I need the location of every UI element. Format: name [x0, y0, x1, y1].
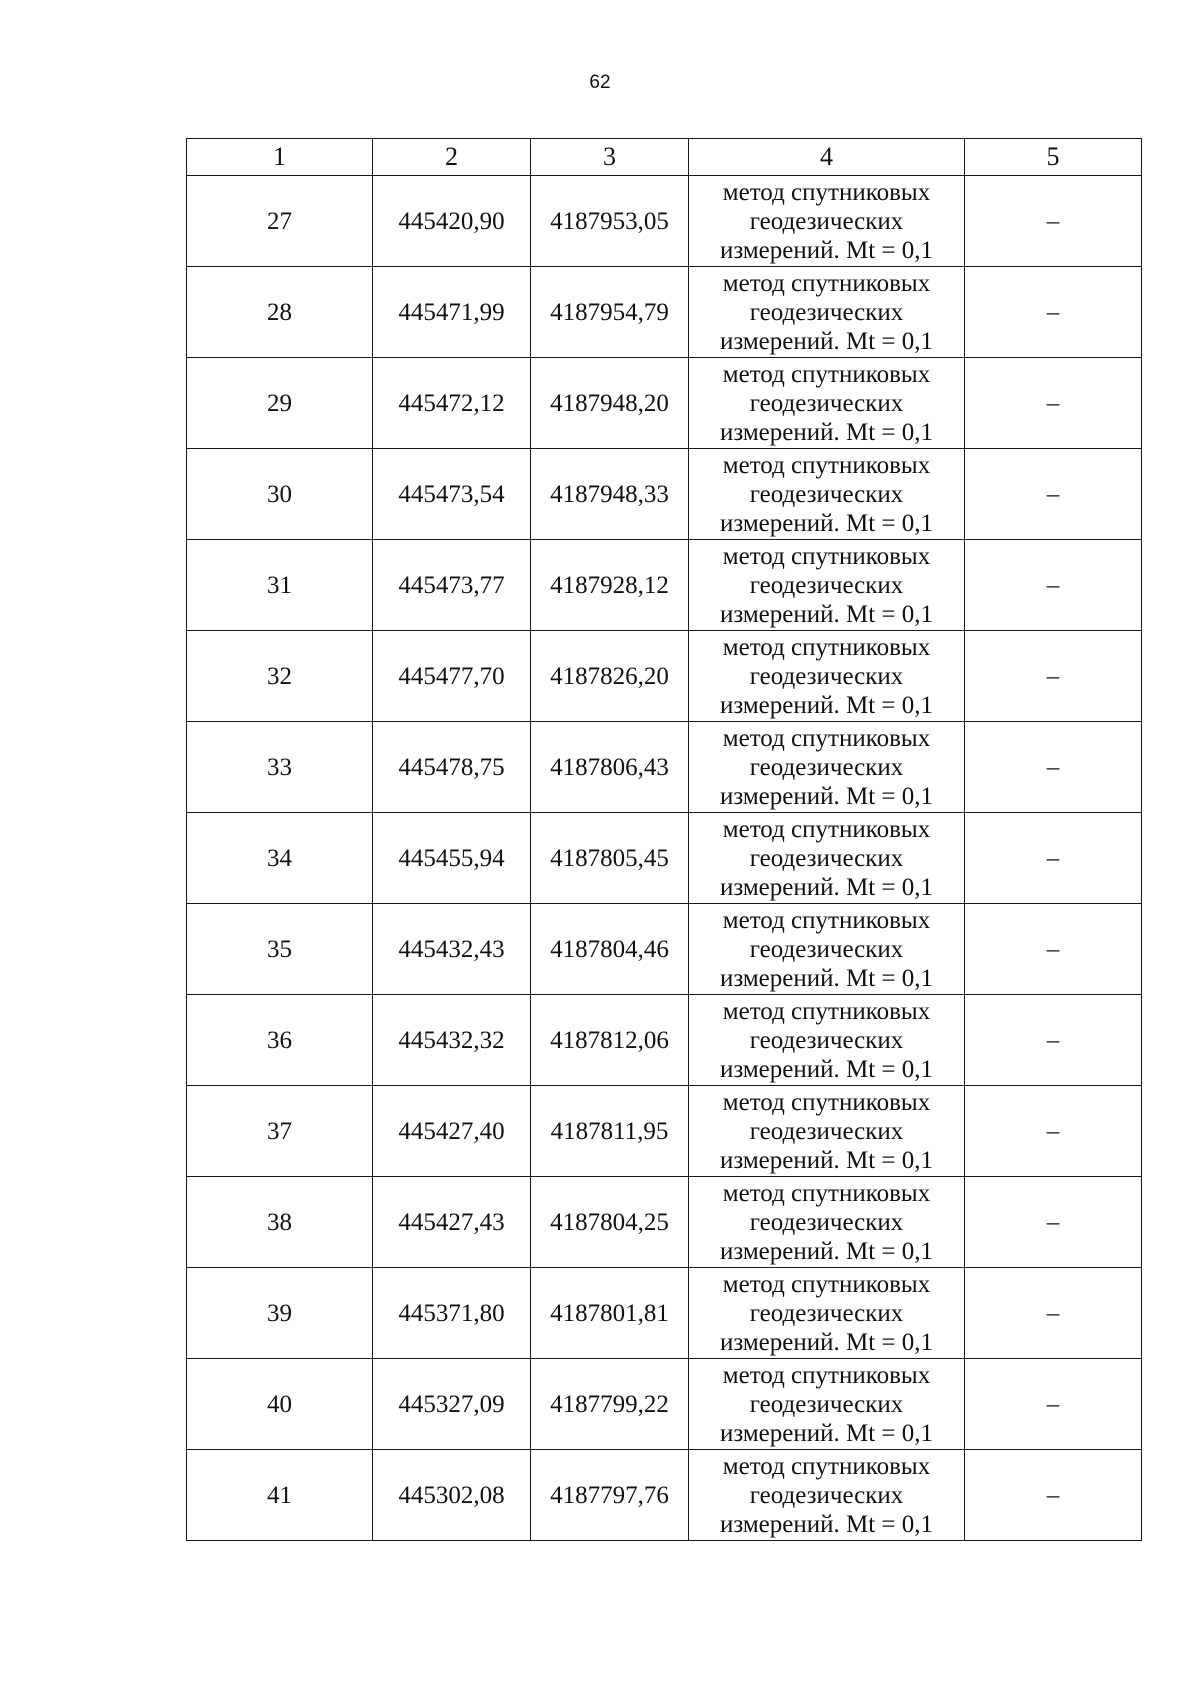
y-coordinate-cell: 4187801,81	[531, 1268, 689, 1359]
column-header-5: 5	[965, 139, 1142, 176]
y-coordinate-cell: 4187804,46	[531, 904, 689, 995]
table-row	[187, 1359, 1142, 1450]
y-coordinate-cell: 4187811,95	[531, 1086, 689, 1177]
column-5-cell: –	[965, 1450, 1142, 1541]
y-coordinate-cell: 4187928,12	[531, 540, 689, 631]
method-line: измерений. Mt = 0,1	[719, 691, 934, 719]
table-row	[187, 267, 1142, 358]
x-coordinate-cell: 445471,99	[373, 267, 531, 358]
coordinates-table	[186, 138, 1142, 1541]
method-cell	[689, 631, 965, 722]
method-line: геодезических	[749, 1390, 904, 1418]
method-cell	[689, 176, 965, 267]
column-5-cell: –	[965, 904, 1142, 995]
method-line: измерений. Mt = 0,1	[719, 1419, 934, 1447]
method-cell	[689, 1359, 965, 1450]
table-body	[187, 176, 1142, 1541]
method-line: измерений. Mt = 0,1	[719, 236, 934, 264]
method-line: метод спутниковых	[722, 1179, 931, 1207]
y-coordinate-cell: 4187797,76	[531, 1450, 689, 1541]
table-row	[187, 358, 1142, 449]
point-number-cell: 34	[187, 813, 373, 904]
method-line: измерений. Mt = 0,1	[719, 1328, 934, 1356]
method-line: измерений. Mt = 0,1	[719, 1146, 934, 1174]
column-header-4: 4	[689, 139, 965, 176]
method-line: метод спутниковых	[722, 1452, 931, 1480]
method-line: измерений. Mt = 0,1	[719, 964, 934, 992]
table-row	[187, 449, 1142, 540]
method-line: метод спутниковых	[722, 724, 931, 752]
table-row	[187, 722, 1142, 813]
x-coordinate-cell: 445472,12	[373, 358, 531, 449]
table-header-row	[187, 139, 1142, 176]
method-line: измерений. Mt = 0,1	[719, 327, 934, 355]
y-coordinate-cell: 4187954,79	[531, 267, 689, 358]
table-row	[187, 1177, 1142, 1268]
point-number-cell: 36	[187, 995, 373, 1086]
method-line: метод спутниковых	[722, 451, 931, 479]
column-header-3: 3	[531, 139, 689, 176]
table-row	[187, 540, 1142, 631]
column-5-cell: –	[965, 267, 1142, 358]
method-line: метод спутниковых	[722, 1361, 931, 1389]
method-line: геодезических	[749, 1026, 904, 1054]
x-coordinate-cell: 445478,75	[373, 722, 531, 813]
method-line: геодезических	[749, 1117, 904, 1145]
method-line: измерений. Mt = 0,1	[719, 509, 934, 537]
method-line: измерений. Mt = 0,1	[719, 1510, 934, 1538]
point-number-cell: 30	[187, 449, 373, 540]
column-5-cell: –	[965, 1086, 1142, 1177]
method-cell	[689, 995, 965, 1086]
table-row	[187, 1450, 1142, 1541]
method-line: метод спутниковых	[722, 1088, 931, 1116]
method-cell	[689, 1450, 965, 1541]
method-line: метод спутниковых	[722, 997, 931, 1025]
y-coordinate-cell: 4187948,20	[531, 358, 689, 449]
point-number-cell: 38	[187, 1177, 373, 1268]
method-line: метод спутниковых	[722, 178, 931, 206]
point-number-cell: 29	[187, 358, 373, 449]
x-coordinate-cell: 445427,43	[373, 1177, 531, 1268]
method-line: метод спутниковых	[722, 906, 931, 934]
y-coordinate-cell: 4187812,06	[531, 995, 689, 1086]
method-line: геодезических	[749, 480, 904, 508]
column-header-1: 1	[187, 139, 373, 176]
x-coordinate-cell: 445427,40	[373, 1086, 531, 1177]
method-line: геодезических	[749, 207, 904, 235]
method-cell	[689, 540, 965, 631]
table-row	[187, 995, 1142, 1086]
point-number-cell: 39	[187, 1268, 373, 1359]
y-coordinate-cell: 4187804,25	[531, 1177, 689, 1268]
method-line: геодезических	[749, 1481, 904, 1509]
method-line: измерений. Mt = 0,1	[719, 1055, 934, 1083]
method-cell	[689, 1268, 965, 1359]
method-line: метод спутниковых	[722, 542, 931, 570]
column-5-cell: –	[965, 813, 1142, 904]
method-line: геодезических	[749, 844, 904, 872]
method-line: геодезических	[749, 935, 904, 963]
x-coordinate-cell: 445432,32	[373, 995, 531, 1086]
x-coordinate-cell: 445455,94	[373, 813, 531, 904]
y-coordinate-cell: 4187826,20	[531, 631, 689, 722]
method-cell	[689, 1086, 965, 1177]
point-number-cell: 37	[187, 1086, 373, 1177]
table-row	[187, 1086, 1142, 1177]
method-line: измерений. Mt = 0,1	[719, 782, 934, 810]
x-coordinate-cell: 445432,43	[373, 904, 531, 995]
y-coordinate-cell: 4187953,05	[531, 176, 689, 267]
method-line: геодезических	[749, 662, 904, 690]
y-coordinate-cell: 4187799,22	[531, 1359, 689, 1450]
point-number-cell: 41	[187, 1450, 373, 1541]
method-line: измерений. Mt = 0,1	[719, 600, 934, 628]
column-5-cell: –	[965, 1268, 1142, 1359]
method-line: геодезических	[749, 1299, 904, 1327]
method-line: метод спутниковых	[722, 815, 931, 843]
table-row	[187, 631, 1142, 722]
y-coordinate-cell: 4187948,33	[531, 449, 689, 540]
y-coordinate-cell: 4187806,43	[531, 722, 689, 813]
method-cell	[689, 449, 965, 540]
column-5-cell: –	[965, 631, 1142, 722]
point-number-cell: 40	[187, 1359, 373, 1450]
method-line: метод спутниковых	[722, 1270, 931, 1298]
page-number: 62	[589, 72, 611, 93]
method-line: геодезических	[749, 1208, 904, 1236]
method-line: геодезических	[749, 389, 904, 417]
point-number-cell: 28	[187, 267, 373, 358]
column-5-cell: –	[965, 540, 1142, 631]
column-5-cell: –	[965, 449, 1142, 540]
x-coordinate-cell: 445371,80	[373, 1268, 531, 1359]
x-coordinate-cell: 445473,77	[373, 540, 531, 631]
column-header-2: 2	[373, 139, 531, 176]
column-5-cell: –	[965, 358, 1142, 449]
y-coordinate-cell: 4187805,45	[531, 813, 689, 904]
method-line: геодезических	[749, 571, 904, 599]
x-coordinate-cell: 445477,70	[373, 631, 531, 722]
method-line: измерений. Mt = 0,1	[719, 418, 934, 446]
x-coordinate-cell: 445420,90	[373, 176, 531, 267]
x-coordinate-cell: 445327,09	[373, 1359, 531, 1450]
method-line: геодезических	[749, 298, 904, 326]
point-number-cell: 35	[187, 904, 373, 995]
column-5-cell: –	[965, 722, 1142, 813]
table-row	[187, 176, 1142, 267]
method-line: геодезических	[749, 753, 904, 781]
column-5-cell: –	[965, 1177, 1142, 1268]
point-number-cell: 27	[187, 176, 373, 267]
method-line: метод спутниковых	[722, 360, 931, 388]
method-line: измерений. Mt = 0,1	[719, 1237, 934, 1265]
point-number-cell: 31	[187, 540, 373, 631]
method-line: метод спутниковых	[722, 633, 931, 661]
method-cell	[689, 813, 965, 904]
method-cell	[689, 267, 965, 358]
table-row	[187, 813, 1142, 904]
column-5-cell: –	[965, 1359, 1142, 1450]
method-line: метод спутниковых	[722, 269, 931, 297]
x-coordinate-cell: 445302,08	[373, 1450, 531, 1541]
method-cell	[689, 904, 965, 995]
point-number-cell: 32	[187, 631, 373, 722]
method-cell	[689, 722, 965, 813]
column-5-cell: –	[965, 176, 1142, 267]
table-row	[187, 1268, 1142, 1359]
table-row	[187, 904, 1142, 995]
column-5-cell: –	[965, 995, 1142, 1086]
method-line: измерений. Mt = 0,1	[719, 873, 934, 901]
method-cell	[689, 358, 965, 449]
point-number-cell: 33	[187, 722, 373, 813]
method-cell	[689, 1177, 965, 1268]
x-coordinate-cell: 445473,54	[373, 449, 531, 540]
